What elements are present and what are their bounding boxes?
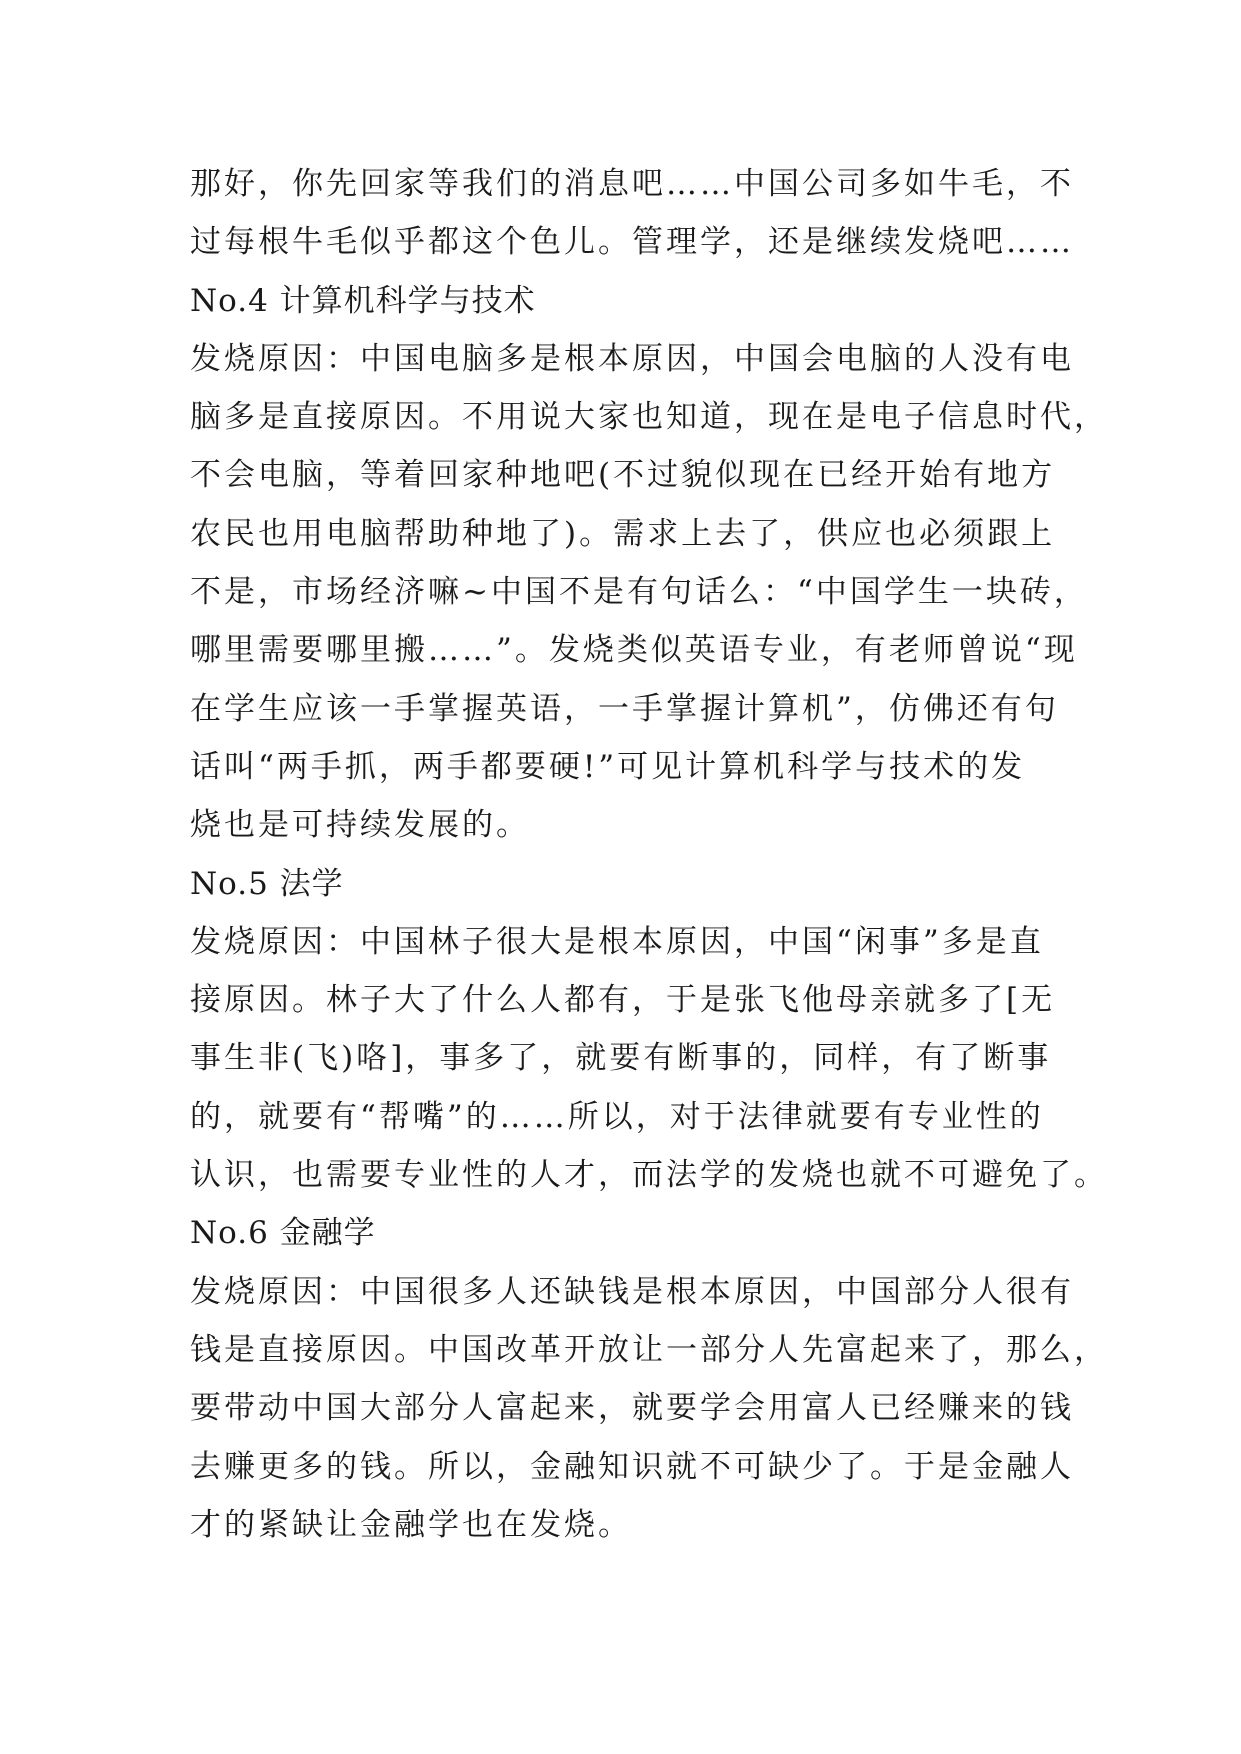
section-heading: No.4 计算机科学与技术 xyxy=(190,282,536,319)
paragraph-line: 在学生应该一手掌握英语，一手掌握计算机”，仿佛还有句 xyxy=(190,690,1059,727)
paragraph-line: 去赚更多的钱。所以，金融知识就不可缺少了。于是金融人 xyxy=(190,1448,1074,1485)
paragraph-line: 发烧原因：中国电脑多是根本原因，中国会电脑的人没有电 xyxy=(190,340,1074,377)
paragraph-line: 烧也是可持续发展的。 xyxy=(190,807,530,844)
section-heading: No.5 法学 xyxy=(190,865,344,902)
paragraph-line: 要带动中国大部分人富起来，就要学会用富人已经赚来的钱 xyxy=(190,1390,1074,1427)
paragraph-line: 话叫“两手抓，两手都要硬!”可见计算机科学与技术的发 xyxy=(190,748,1026,785)
paragraph-line: 接原因。林子大了什么人都有，于是张飞他母亲就多了[无 xyxy=(190,982,1056,1019)
paragraph-line: 不会电脑，等着回家种地吧(不过貌似现在已经开始有地方 xyxy=(190,457,1056,494)
paragraph-line: 事生非(飞)咯]，事多了，就要有断事的，同样，有了断事 xyxy=(190,1040,1052,1077)
paragraph-line: 认识，也需要专业性的人才，而法学的发烧也就不可避免了。 xyxy=(190,1157,1108,1194)
paragraph-line: 那好，你先回家等我们的消息吧……中国公司多如牛毛，不 xyxy=(190,166,1074,202)
document-body xyxy=(190,155,1108,1554)
paragraph-line: 发烧原因：中国林子很大是根本原因，中国“闲事”多是直 xyxy=(190,923,1044,960)
paragraph-line: 才的紧缺让金融学也在发烧。 xyxy=(190,1506,632,1543)
paragraph-line: 发烧原因：中国很多人还缺钱是根本原因，中国部分人很有 xyxy=(190,1273,1074,1310)
paragraph-line: 不是，市场经济嘛~中国不是有句话么：“中国学生一块砖， xyxy=(190,574,1088,611)
paragraph-line: 哪里需要哪里搬……”。发烧类似英语专业，有老师曾说“现 xyxy=(190,632,1078,669)
paragraph-line: 脑多是直接原因。不用说大家也知道，现在是电子信息时代， xyxy=(190,399,1108,436)
paragraph-line: 的，就要有“帮嘴”的……所以，对于法律就要有专业性的 xyxy=(190,1098,1044,1135)
section-heading: No.6 金融学 xyxy=(190,1215,376,1252)
paragraph-line: 过每根牛毛似乎都这个色儿。管理学，还是继续发烧吧…… xyxy=(190,224,1074,261)
paragraph-line: 农民也用电脑帮助种地了)。需求上去了，供应也必须跟上 xyxy=(190,515,1056,552)
paragraph-line: 钱是直接原因。中国改革开放让一部分人先富起来了，那么， xyxy=(190,1331,1108,1368)
